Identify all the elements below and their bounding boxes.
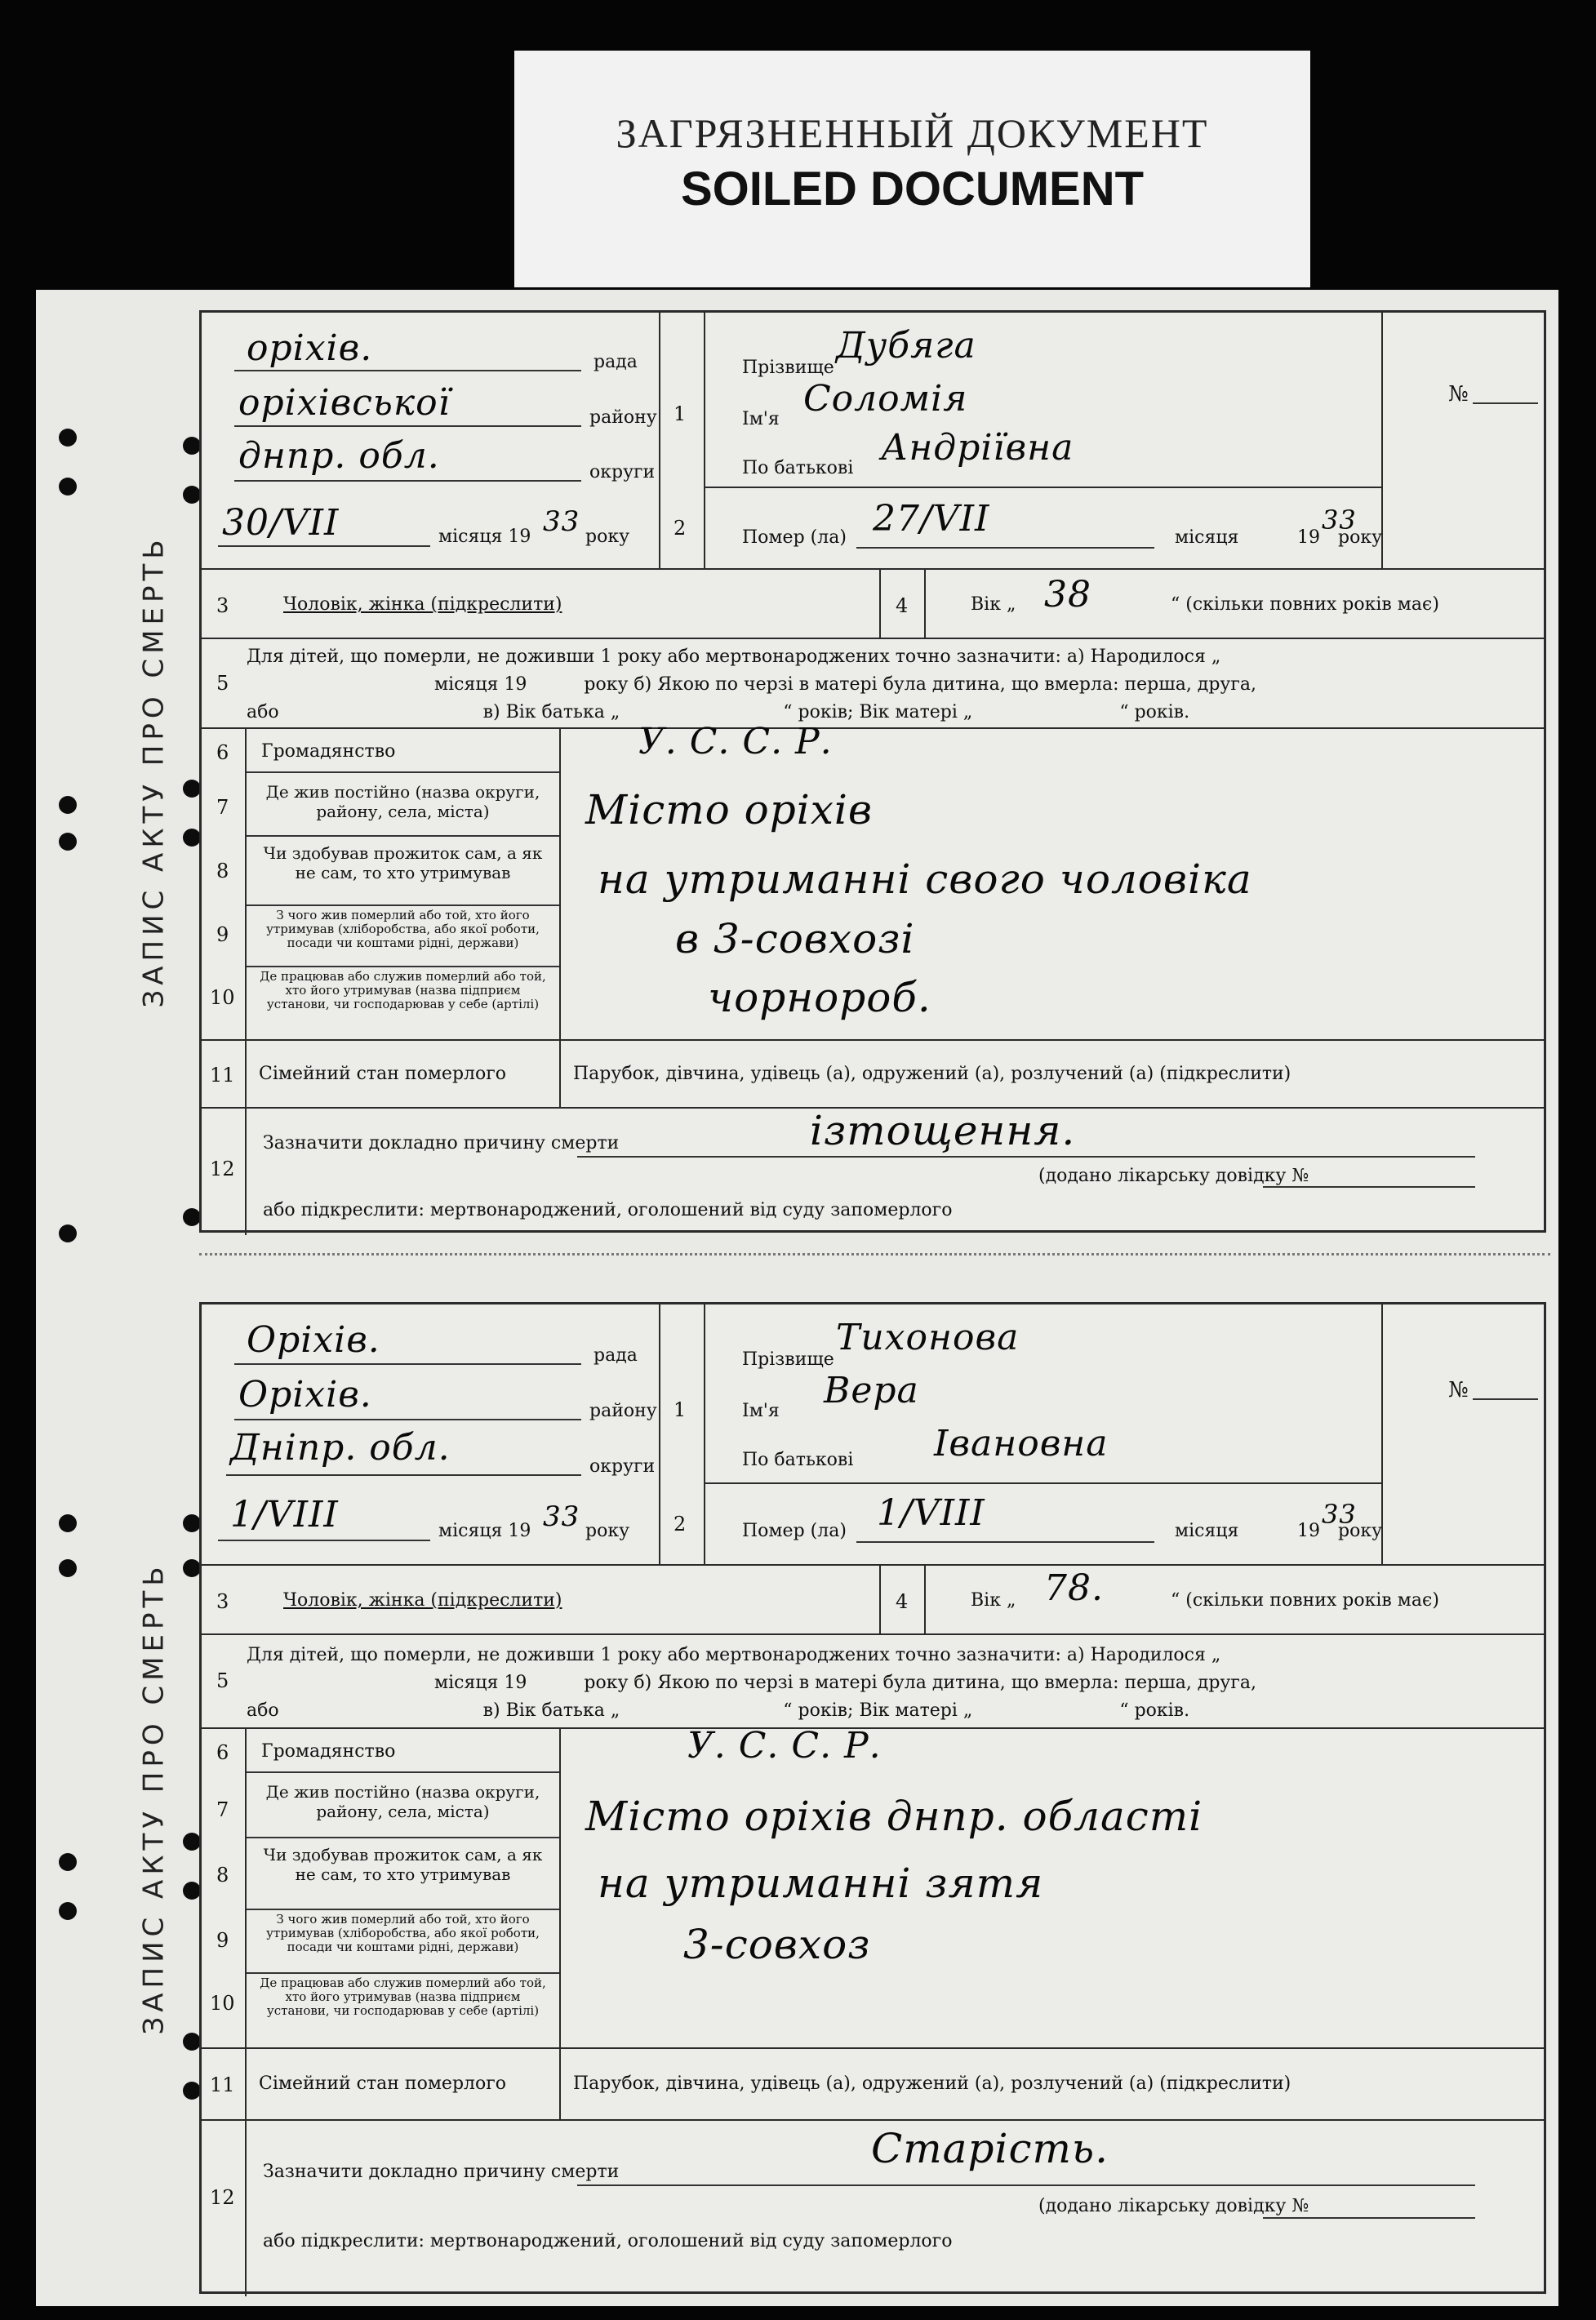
punch-hole — [59, 478, 77, 496]
name-value: Соломія — [803, 378, 968, 420]
reg-year: 33 — [543, 1500, 580, 1533]
punch-hole — [59, 1853, 77, 1871]
registration-date: 1/VIII — [230, 1494, 339, 1536]
death-date-value: 27/VII — [873, 498, 990, 540]
death-date-block: Помер (ла) 27/VII місяця 19 33 року — [704, 488, 1381, 568]
surname-value: Дубяга — [836, 325, 976, 367]
source-value: 3-совхоз — [683, 1921, 871, 1968]
citizenship-value: У. С. С. Р. — [638, 721, 833, 762]
patronymic-value: Андріївна — [881, 427, 1074, 469]
livelihood-value: на утриманні зятя — [598, 1860, 1044, 1907]
rada-value: оріхів. — [247, 327, 373, 369]
surname-value: Тихонова — [836, 1317, 1020, 1358]
name-block: Прізвище Дубяга Ім'я Соломія По батькові Андріївна — [704, 313, 1381, 488]
okruhy-label: округи — [589, 462, 656, 482]
punch-hole — [59, 1559, 77, 1577]
row-5-children: 5 Для дітей, що померли, не доживши 1 року або мертвонароджених точно зазначити: а) Народилося „ місяця 19 року б) Якою по черзі в матері була дитина, що вмерла: перша, друга, або в) Вік батька „ “ років; Вік матері „ “ років. — [202, 1635, 1544, 1729]
death-date-block: Помер (ла) 1/VIII місяця 19 33 року — [704, 1484, 1381, 1564]
rows-6-10: 6 7 8 9 10 Громадянство Де жив постійно (назва округи, району, села, міста) Чи здобував прожиток сам, а як не сам, то хто утримував З чого жив померлий або той, хто його утримував (хліборобства, або якої роботи, посади чи коштами рідні, держави) Де працював або служив померлий або той, хто його утримував (назва підприєм установи, чи господарював у себе (артілі) У. С. С. Р. Місто оріхів на утриманні свого чоловіка в 3-совхозі чорнороб. — [202, 729, 1544, 1039]
row-12-cause: 12 Зазначити докладно причину смерти Старість. (додано лікарську довідку № або підкреслити: мертвонароджений, оголошений від суду запомерлого — [202, 2121, 1544, 2296]
reg-month-label: місяця 19 — [438, 527, 531, 547]
age-value: 78. — [1044, 1567, 1104, 1609]
death-record-1 — [138, 310, 1546, 1233]
sex-label: Чоловік, жінка (підкреслити) — [283, 594, 562, 615]
source-value: в 3-совхозі — [675, 915, 915, 962]
okruhy-value: днпр. обл. — [238, 435, 440, 477]
sex-label: Чоловік, жінка (підкреслити) — [283, 1590, 562, 1611]
death-record-2 — [138, 1302, 1546, 2294]
number-box: № — [1381, 313, 1544, 568]
punch-hole — [59, 1902, 77, 1920]
side-title: ЗАПИС АКТУ ПРО СМЕРТЬ — [138, 1561, 171, 2035]
label-english: SOILED DOCUMENT — [680, 162, 1145, 216]
citizenship-value: У. С. С. Р. — [687, 1725, 882, 1767]
row-5-children: 5 Для дітей, що померли, не доживши 1 року або мертвонароджених точно зазначити: а) Народилося „ місяця 19 року б) Якою по черзі в матері була дитина, що вмерла: перша, друга, або в) Вік батька „ “ років; Вік матері „ “ років. — [202, 639, 1544, 729]
row-3-4: 3 Чоловік, жінка (підкреслити) 4 Вік „ 78. “ (скільки повних років має) — [202, 1566, 1544, 1635]
name-block: Прізвище Тихонова Ім'я Вера По батькові Івановна — [704, 1304, 1381, 1484]
header-block: Оріхів. рада Оріхів. району Дніпр. обл. округи 1/VIII місяця 19 33 року 1 Прізвище Тихонова Ім'я Вера По батькові Івановна № 2 Помер (ла) 1/VIII місяця 19 33 року — [202, 1304, 1544, 1566]
cause-value: ізтощення. — [810, 1107, 1076, 1154]
punch-hole — [59, 1224, 77, 1242]
label-russian: ЗАГРЯЗНЕННЫЙ ДОКУМЕНТ — [616, 110, 1209, 156]
raion-value: оріхівської — [238, 382, 451, 424]
death-year: 33 — [1322, 1499, 1357, 1530]
raion-label: району — [589, 407, 657, 428]
registration-place: Оріхів. рада Оріхів. району Дніпр. обл. округи 1/VIII місяця 19 33 року — [202, 1304, 659, 1564]
row-12-cause: 12 Зазначити докладно причину смерти ізтощення. (додано лікарську довідку № або підкреслити: мертвонароджений, оголошений від суду запомерлого — [202, 1109, 1544, 1235]
rada-label: рада — [593, 352, 638, 372]
row-11-family: 11 Сімейний стан померлого Парубок, дівчина, удівець (а), одружений (а), розлучений (а) (підкреслити) — [202, 2047, 1544, 2121]
rada-value: Оріхів. — [247, 1319, 380, 1361]
registration-place — [202, 313, 659, 568]
residence-value: Місто оріхів — [585, 786, 873, 833]
perforation-line — [199, 1253, 1550, 1256]
reg-year: 33 — [543, 505, 580, 538]
residence-value: Місто оріхів днпр. області — [585, 1793, 1203, 1840]
number-box: № — [1381, 1304, 1544, 1564]
header-block: оріхів. рада оріхівської району днпр. обл. округи 30/VII місяця 19 33 року 1 Прізвище Дубяга Ім'я Соломія По батькові Андріївна № 2 Помер (ла) 27/VII місяця 19 33 року — [202, 313, 1544, 570]
document-sheet — [36, 290, 1558, 2306]
raion-value: Оріхів. — [238, 1374, 372, 1416]
punch-hole — [59, 833, 77, 851]
age-value: 38 — [1044, 574, 1091, 616]
rows-6-10: 6 7 8 9 10 Громадянство Де жив постійно (назва округи, району, села, міста) Чи здобував прожиток сам, а як не сам, то хто утримував З чого жив померлий або той, хто його утримував (хліборобства, або якої роботи, посади чи коштами рідні, держави) Де працював або служив померлий або той, хто його утримував (назва підприєм установи, чи господарював у себе (артілі) У. С. С. Р. Місто оріхів днпр. області на утриманні зятя 3-совхоз — [202, 1729, 1544, 2047]
punch-hole — [59, 1514, 77, 1532]
row-3-4: 3 Чоловік, жінка (підкреслити) 4 Вік „ 38 “ (скільки повних років має) — [202, 570, 1544, 639]
name-value: Вера — [824, 1370, 919, 1411]
row-11-family: 11 Сімейний стан померлого Парубок, дівчина, удівець (а), одружений (а), розлучений (а) (підкреслити) — [202, 1039, 1544, 1109]
family-options: Парубок, дівчина, удівець (а), одружений (а), розлучений (а) (підкреслити) — [573, 2073, 1291, 2094]
reg-roku-label: року — [585, 527, 630, 547]
side-title: ЗАПИС АКТУ ПРО СМЕРТЬ — [138, 535, 171, 1008]
death-year: 33 — [1322, 504, 1357, 536]
family-options: Парубок, дівчина, удівець (а), одружений (а), розлучений (а) (підкреслити) — [573, 1064, 1291, 1084]
cause-value: Старість. — [871, 2125, 1109, 2172]
okruhy-value: Дніпр. обл. — [230, 1427, 451, 1469]
soiled-document-label — [514, 51, 1310, 287]
punch-hole — [59, 429, 77, 447]
patronymic-value: Івановна — [934, 1423, 1109, 1464]
punch-hole — [59, 796, 77, 814]
registration-date: 30/VII — [222, 502, 340, 544]
death-date-value: 1/VIII — [877, 1492, 985, 1534]
workplace-value: чорнороб. — [708, 974, 931, 1021]
livelihood-value: на утриманні свого чоловіка — [598, 856, 1252, 903]
